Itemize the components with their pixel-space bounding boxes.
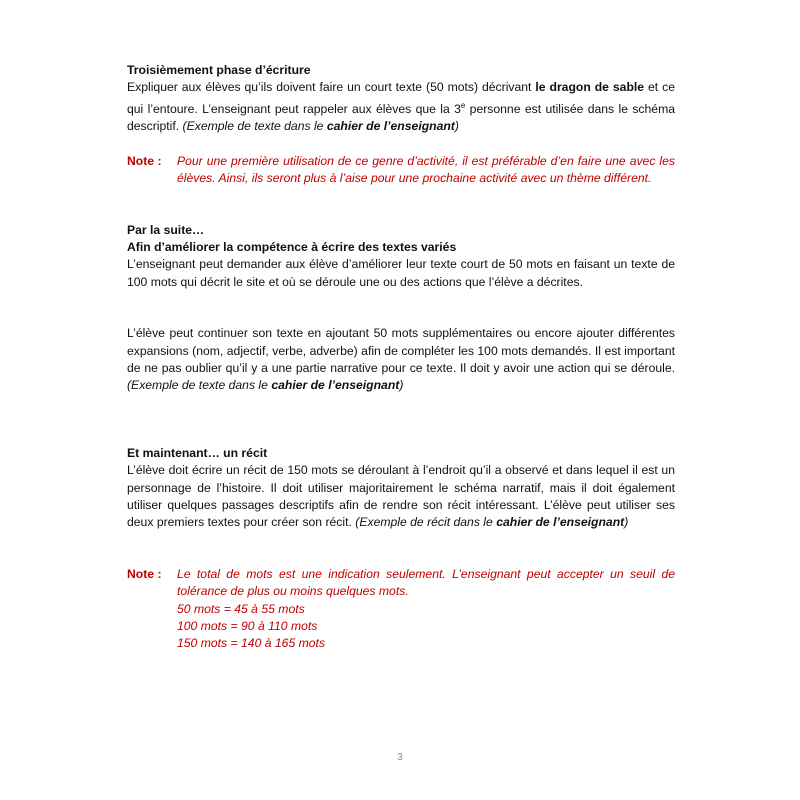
word-count-line: 50 mots = 45 à 55 mots [177, 601, 305, 616]
word-count-line: 150 mots = 140 à 165 mots [177, 636, 326, 651]
example-reference: (Exemple de récit dans le [355, 515, 497, 530]
note-text: Pour une première utilisation de ce genre d’activité, il est préférable d’en faire une avec les élèves. Ainsi, ils seront plus à l’aise pour une prochaine activité avec un thème différent. [177, 153, 675, 186]
note-block [127, 153, 675, 188]
text-span: ) [624, 515, 629, 530]
page-content [127, 62, 675, 653]
page-number: 3 [397, 752, 403, 763]
section-paragraph: L’enseignant peut demander aux élève d’améliorer leur texte court de 50 mots en faisant un texte de 100 mots qui décrit le site et où se déroule une ou des actions que l’élève a décrites. [127, 257, 675, 289]
teacher-book-reference: cahier de l’enseignant [326, 119, 455, 134]
example-reference: (Exemple de texte dans le [127, 378, 272, 393]
section-title-writing-phase: Troisièmement phase d’écriture [127, 63, 311, 77]
note-label: Note : [127, 153, 162, 168]
section-paragraph [127, 79, 675, 135]
spacer [127, 395, 675, 445]
teacher-book-reference: cahier de l’enseignant [271, 378, 400, 393]
emphasis-dragon: le dragon de sable [535, 80, 645, 95]
text-span: L’élève doit écrire un récit de 150 mots se déroulant à l’endroit qu’il a observé et dans lequel il est un personnage de l’histoire. Il doit utiliser majoritairement le schéma narratif, mais il doit également utiliser quelques passages descriptifs afin de rendre son récit intéressant. L’élève peut utiliser ses deux premiers textes pour créer son récit. [127, 463, 675, 530]
section-subtitle: Afin d’améliorer la compétence à écrire des textes variés [127, 239, 457, 254]
text-span: ) [454, 119, 459, 134]
text-span: L’élève peut continuer son texte en ajoutant 50 mots supplémentaires ou encore ajouter différentes expansions (nom, adjectif, verbe, adverbe) afin de compléter les 100 mots demandés. Il est important de ne pas oublier qu’il y a une partie narrative pour ce texte. Il doit y avoir une action qui se déroule. [127, 326, 675, 375]
note-text-block [177, 566, 675, 653]
spacer [127, 188, 675, 222]
superscript: e [460, 100, 466, 110]
note-block [127, 566, 675, 653]
spacer [127, 532, 675, 566]
note-label: Note : [127, 566, 162, 581]
example-reference: (Exemple de texte dans le [182, 119, 327, 134]
spacer [127, 136, 675, 153]
text-span: ) [399, 378, 404, 393]
text-span: et ce qui l’entoure. L’enseignant peut rappeler aux élèves que la 3 [127, 80, 675, 116]
section-paragraph [127, 462, 675, 532]
text-span: Expliquer aux élèves qu’ils doivent faire un court texte (50 mots) décrivant [127, 80, 536, 95]
note-text: Le total de mots est une indication seulement. L’enseignant peut accepter un seuil de tolérance de plus ou moins quelques mots. [177, 566, 675, 599]
spacer [127, 291, 675, 325]
teacher-book-reference: cahier de l’enseignant [496, 515, 625, 530]
section-paragraph [127, 325, 675, 395]
word-count-line: 100 mots = 90 à 110 mots [177, 619, 318, 633]
section-title-story: Et maintenant… un récit [127, 445, 268, 460]
text-span: personne est utilisée dans le schéma descriptif. [127, 101, 675, 134]
section-title-next: Par la suite… [127, 222, 205, 237]
